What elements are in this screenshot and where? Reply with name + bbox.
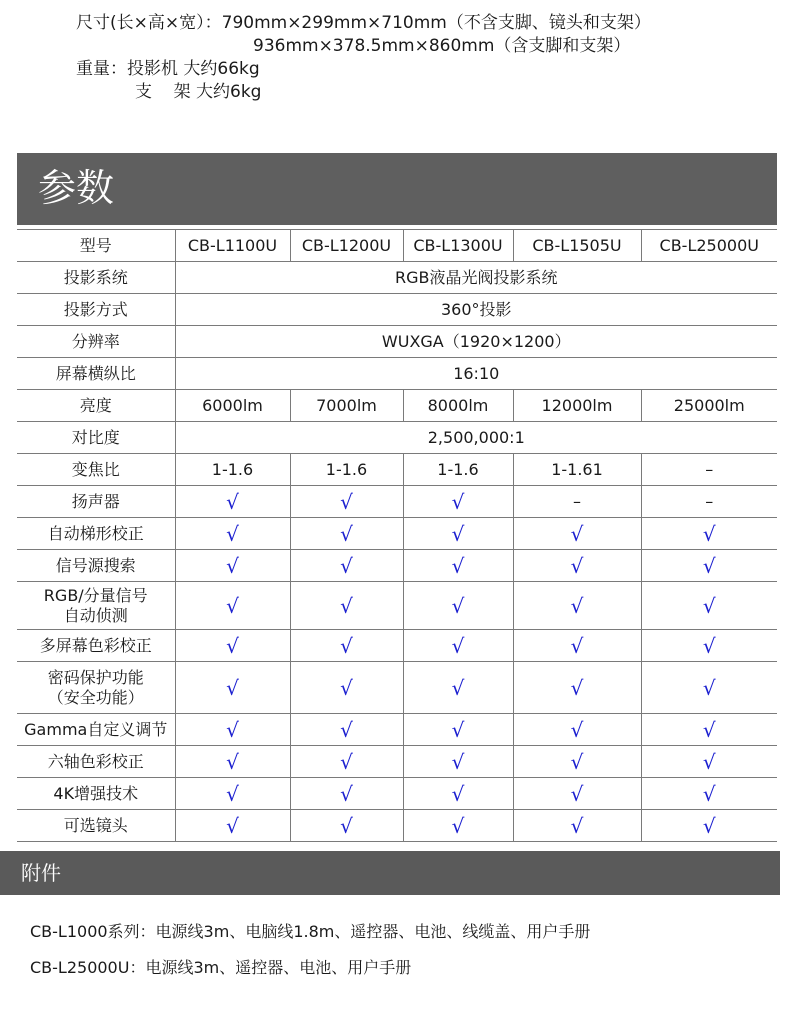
feature-value: √ <box>175 630 290 662</box>
row-label: 自动梯形校正 <box>17 518 175 550</box>
table-row <box>17 262 777 294</box>
size-row <box>76 12 651 35</box>
accessory-line: CB-L25000U：电源线3m、遥控器、电池、用户手册 <box>30 958 412 977</box>
feature-value: √ <box>513 518 641 550</box>
feature-value: √ <box>403 810 513 842</box>
table-row <box>17 358 777 390</box>
feature-value: √ <box>513 582 641 630</box>
feature-value: √ <box>513 714 641 746</box>
row-label: 型号 <box>17 230 175 262</box>
table-row <box>17 230 777 262</box>
feature-value: √ <box>641 550 777 582</box>
table-row <box>17 662 777 714</box>
params-header <box>17 153 777 225</box>
spec-table <box>17 229 777 842</box>
weight-label: 重量： <box>76 59 127 79</box>
table-row <box>17 518 777 550</box>
feature-value: √ <box>175 550 290 582</box>
feature-value: √ <box>641 810 777 842</box>
brightness-value: 12000lm <box>513 390 641 422</box>
feature-value: √ <box>403 582 513 630</box>
feature-value: √ <box>513 778 641 810</box>
feature-value: √ <box>290 662 403 714</box>
feature-value: √ <box>175 486 290 518</box>
feature-value: √ <box>403 662 513 714</box>
feature-value: √ <box>513 550 641 582</box>
model-header: CB-L1100U <box>175 230 290 262</box>
table-row <box>17 778 777 810</box>
feature-value: √ <box>403 486 513 518</box>
brightness-value: 7000lm <box>290 390 403 422</box>
feature-value: √ <box>175 662 290 714</box>
table-row <box>17 550 777 582</box>
feature-value: √ <box>175 714 290 746</box>
table-row <box>17 810 777 842</box>
table-row <box>17 486 777 518</box>
feature-value: √ <box>403 630 513 662</box>
row-label: 屏幕横纵比 <box>17 358 175 390</box>
table-row <box>17 422 777 454</box>
table-row <box>17 294 777 326</box>
row-label: 投影方式 <box>17 294 175 326</box>
feature-value: √ <box>290 714 403 746</box>
weight-value-2: 支 架 大约6kg <box>135 82 262 102</box>
table-row <box>17 454 777 486</box>
row-label: 变焦比 <box>17 454 175 486</box>
feature-value: √ <box>641 582 777 630</box>
feature-value: √ <box>175 746 290 778</box>
feature-value: √ <box>513 662 641 714</box>
feature-value: √ <box>513 746 641 778</box>
spanned-value: 16:10 <box>175 358 777 390</box>
model-header: CB-L25000U <box>641 230 777 262</box>
row-label: 信号源搜索 <box>17 550 175 582</box>
brightness-value: 25000lm <box>641 390 777 422</box>
weight-value-1: 投影机 大约66kg <box>127 59 260 79</box>
feature-value: √ <box>290 518 403 550</box>
feature-value: √ <box>175 518 290 550</box>
feature-value: √ <box>290 778 403 810</box>
size-value-2: 936mm×378.5mm×860mm（含支脚和支架） <box>253 36 631 56</box>
feature-value: √ <box>175 778 290 810</box>
spanned-value: RGB液晶光阀投影系统 <box>175 262 777 294</box>
weight-row <box>76 58 651 81</box>
feature-value: √ <box>641 714 777 746</box>
accessory-line: CB-L1000系列：电源线3m、电脑线1.8m、遥控器、电池、线缆盖、用户手册 <box>30 922 591 941</box>
feature-value: √ <box>403 550 513 582</box>
feature-value: – <box>513 486 641 518</box>
row-label: 扬声器 <box>17 486 175 518</box>
feature-value: – <box>641 486 777 518</box>
feature-value: √ <box>641 746 777 778</box>
table-row <box>17 630 777 662</box>
feature-value: √ <box>513 810 641 842</box>
model-header: CB-L1300U <box>403 230 513 262</box>
feature-value: √ <box>290 746 403 778</box>
feature-value: √ <box>513 630 641 662</box>
feature-value: √ <box>290 630 403 662</box>
row-label: 多屏幕色彩校正 <box>17 630 175 662</box>
size-value-1: 790mm×299mm×710mm（不含支脚、镜头和支架） <box>221 13 651 33</box>
feature-value: √ <box>641 630 777 662</box>
table-row <box>17 326 777 358</box>
accessories-header <box>0 851 780 895</box>
row-label: RGB/分量信号 自动侦测 <box>17 582 175 630</box>
zoom-value: – <box>641 454 777 486</box>
params-title: 参数 <box>38 166 115 210</box>
row-label: 亮度 <box>17 390 175 422</box>
row-label: 六轴色彩校正 <box>17 746 175 778</box>
feature-value: √ <box>403 778 513 810</box>
feature-value: √ <box>641 518 777 550</box>
spanned-value: WUXGA（1920×1200） <box>175 326 777 358</box>
zoom-value: 1-1.61 <box>513 454 641 486</box>
brightness-value: 8000lm <box>403 390 513 422</box>
contrast-value: 2,500,000:1 <box>175 422 777 454</box>
row-label: 对比度 <box>17 422 175 454</box>
row-label: 投影系统 <box>17 262 175 294</box>
row-label: 密码保护功能 （安全功能） <box>17 662 175 714</box>
table-row <box>17 746 777 778</box>
row-label: 4K增强技术 <box>17 778 175 810</box>
feature-value: √ <box>641 778 777 810</box>
row-label: Gamma自定义调节 <box>17 714 175 746</box>
feature-value: √ <box>403 746 513 778</box>
feature-value: √ <box>290 486 403 518</box>
feature-value: √ <box>290 810 403 842</box>
table-row <box>17 582 777 630</box>
feature-value: √ <box>290 582 403 630</box>
table-row <box>17 714 777 746</box>
brightness-value: 6000lm <box>175 390 290 422</box>
feature-value: √ <box>290 550 403 582</box>
accessories-list <box>30 914 590 986</box>
feature-value: √ <box>403 714 513 746</box>
model-header: CB-L1505U <box>513 230 641 262</box>
row-label: 可选镜头 <box>17 810 175 842</box>
feature-value: √ <box>641 662 777 714</box>
feature-value: √ <box>403 518 513 550</box>
size-label: 尺寸(长×高×宽）： <box>76 13 222 33</box>
accessories-title: 附件 <box>21 861 61 885</box>
feature-value: √ <box>175 810 290 842</box>
zoom-value: 1-1.6 <box>290 454 403 486</box>
feature-value: √ <box>175 582 290 630</box>
model-header: CB-L1200U <box>290 230 403 262</box>
spec-summary <box>76 12 651 104</box>
table-row <box>17 390 777 422</box>
row-label: 分辨率 <box>17 326 175 358</box>
zoom-value: 1-1.6 <box>403 454 513 486</box>
zoom-value: 1-1.6 <box>175 454 290 486</box>
spanned-value: 360°投影 <box>175 294 777 326</box>
